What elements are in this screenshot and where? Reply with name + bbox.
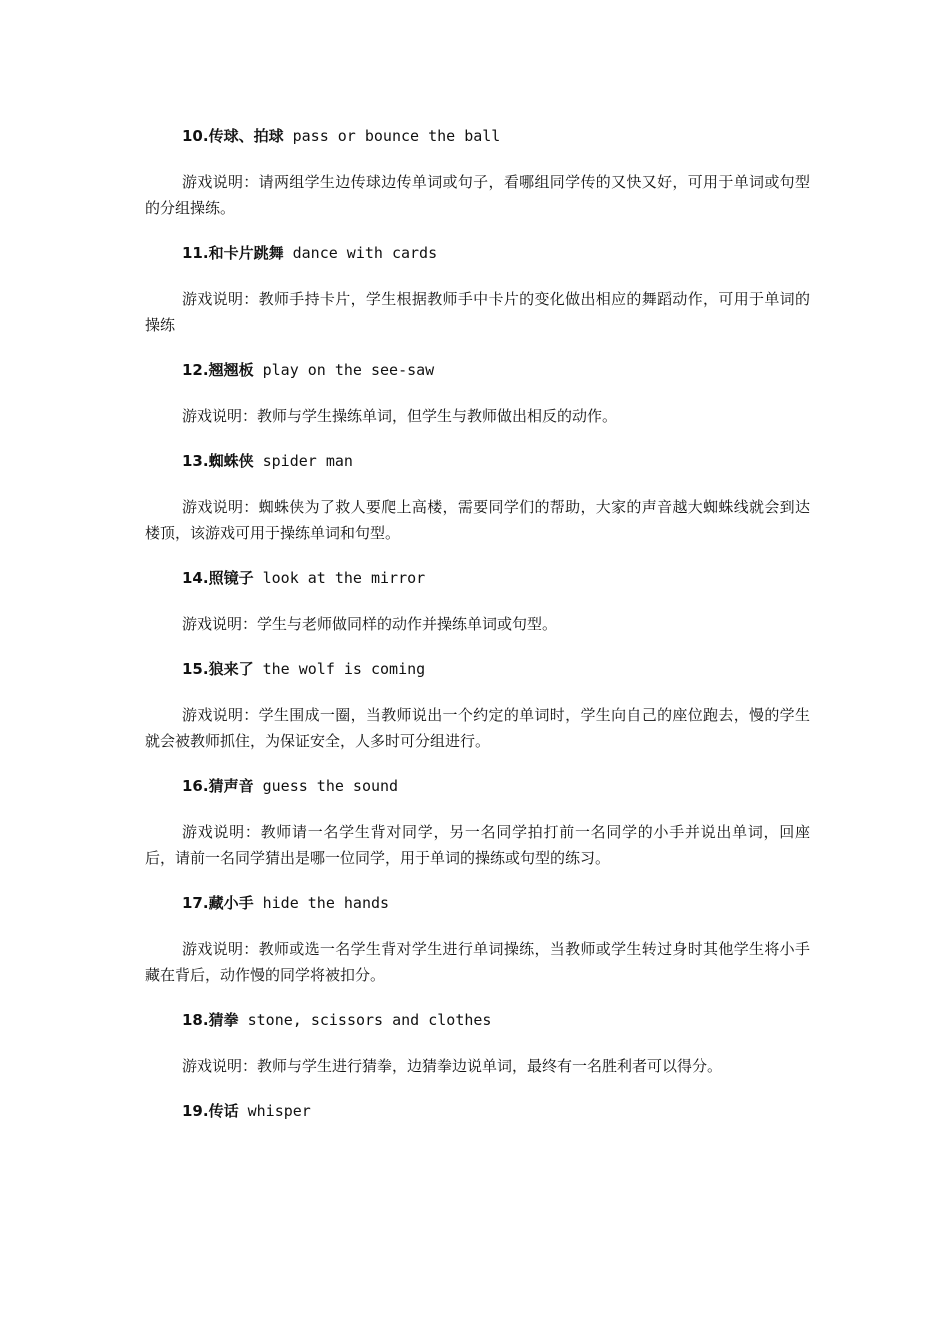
game-number: 12. bbox=[182, 361, 209, 379]
game-name-en: look at the mirror bbox=[253, 569, 426, 587]
game-name-zh: 传话 bbox=[208, 1102, 239, 1120]
game-name-en: dance with cards bbox=[283, 244, 438, 262]
game-description-13: 游戏说明：蜘蛛侠为了救人要爬上高楼，需要同学们的帮助，大家的声音越大蜘蛛线就会到达楼顶，该游戏可用于操练单词和句型。 bbox=[145, 498, 810, 542]
game-heading-16 bbox=[145, 774, 810, 798]
game-heading-10 bbox=[145, 124, 810, 148]
game-heading-18 bbox=[145, 1008, 810, 1032]
game-name-en: whisper bbox=[238, 1102, 311, 1120]
game-number: 17. bbox=[182, 894, 209, 912]
game-heading-11 bbox=[145, 241, 810, 265]
game-description-17: 游戏说明：教师或选一名学生背对学生进行单词操练，当教师或学生转过身时其他学生将小手藏在背后，动作慢的同学将被扣分。 bbox=[145, 940, 810, 984]
game-name-en: the wolf is coming bbox=[253, 660, 426, 678]
game-number: 15. bbox=[182, 660, 209, 678]
game-number: 16. bbox=[182, 777, 209, 795]
game-number: 13. bbox=[182, 452, 209, 470]
game-name-zh: 和卡片跳舞 bbox=[208, 244, 284, 262]
game-description-15: 游戏说明：学生围成一圈，当教师说出一个约定的单词时，学生向自己的座位跑去，慢的学生就会被教师抓住，为保证安全，人多时可分组进行。 bbox=[145, 706, 810, 750]
game-number: 18. bbox=[182, 1011, 209, 1029]
game-description-18: 游戏说明：教师与学生进行猜拳，边猜拳边说单词，最终有一名胜利者可以得分。 bbox=[182, 1057, 723, 1075]
game-description-14: 游戏说明：学生与老师做同样的动作并操练单词或句型。 bbox=[182, 615, 558, 633]
game-number: 11. bbox=[182, 244, 209, 262]
game-name-en: spider man bbox=[253, 452, 353, 470]
game-heading-15 bbox=[145, 657, 810, 681]
document-content bbox=[145, 124, 810, 1123]
game-name-zh: 狼来了 bbox=[208, 660, 254, 678]
game-name-zh: 猜拳 bbox=[208, 1011, 239, 1029]
game-name-en: play on the see-saw bbox=[253, 361, 435, 379]
game-name-en: hide the hands bbox=[253, 894, 390, 912]
game-description-16: 游戏说明：教师请一名学生背对同学，另一名同学拍打前一名同学的小手并说出单词，回座后，请前一名同学猜出是哪一位同学，用于单词的操练或句型的练习。 bbox=[145, 823, 810, 867]
game-heading-17 bbox=[145, 891, 810, 915]
game-description-11: 游戏说明：教师手持卡片，学生根据教师手中卡片的变化做出相应的舞蹈动作，可用于单词的操练 bbox=[145, 290, 810, 334]
game-number: 10. bbox=[182, 127, 209, 145]
game-description-10: 游戏说明：请两组学生边传球边传单词或句子，看哪组同学传的又快又好，可用于单词或句型的分组操练。 bbox=[145, 173, 810, 217]
game-name-en: guess the sound bbox=[253, 777, 399, 795]
game-number: 19. bbox=[182, 1102, 209, 1120]
game-name-zh: 猜声音 bbox=[208, 777, 254, 795]
game-name-zh: 翘翘板 bbox=[208, 361, 254, 379]
game-heading-14 bbox=[145, 566, 810, 590]
game-number: 14. bbox=[182, 569, 209, 587]
game-heading-19 bbox=[145, 1099, 810, 1123]
game-name-zh: 蜘蛛侠 bbox=[208, 452, 254, 470]
game-heading-12 bbox=[145, 358, 810, 382]
game-name-en: pass or bounce the ball bbox=[283, 127, 501, 145]
game-heading-13 bbox=[145, 449, 810, 473]
game-name-zh: 传球、拍球 bbox=[208, 127, 284, 145]
game-name-zh: 藏小手 bbox=[208, 894, 254, 912]
game-description-12: 游戏说明：教师与学生操练单词，但学生与教师做出相反的动作。 bbox=[182, 407, 618, 425]
game-name-en: stone, scissors and clothes bbox=[238, 1011, 492, 1029]
game-name-zh: 照镜子 bbox=[208, 569, 254, 587]
